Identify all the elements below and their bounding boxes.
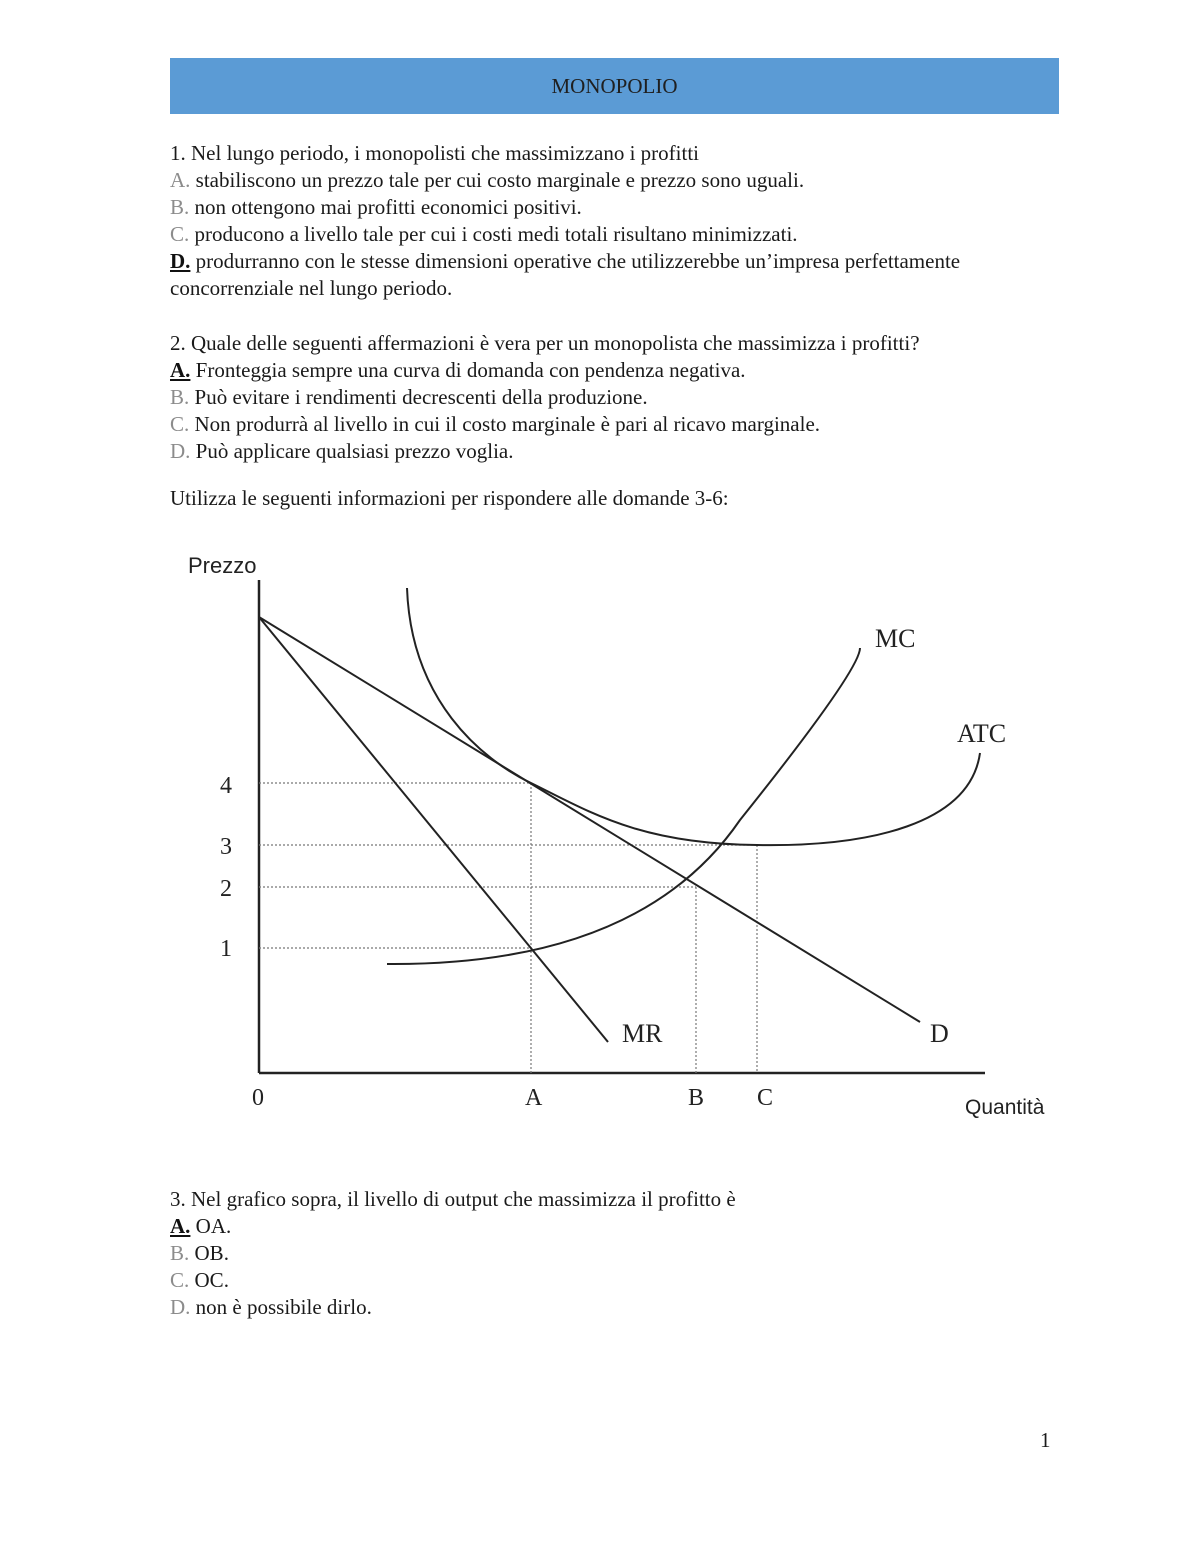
x-tick-a: A — [525, 1085, 543, 1111]
page-number: 1 — [1040, 1428, 1051, 1452]
option-letter: C. — [170, 222, 190, 246]
mr-curve — [259, 617, 608, 1042]
question-stem: 1. Nel lungo periodo, i monopolisti che massimizzano i profitti — [170, 141, 699, 165]
page-title: MONOPOLIO — [551, 73, 678, 98]
option-text: Può applicare qualsiasi prezzo voglia. — [190, 439, 514, 463]
option-letter: B. — [170, 385, 190, 409]
mc-curve — [387, 648, 860, 964]
option-a — [170, 357, 1070, 384]
option-b — [170, 384, 1070, 411]
x-tick-b: B — [688, 1085, 705, 1111]
mr-label: MR — [622, 1019, 663, 1048]
option-c — [170, 221, 1070, 248]
question-1 — [170, 140, 1070, 302]
option-letter-correct: A. — [170, 1214, 191, 1238]
option-text: produrranno con le stesse dimensioni operative che utilizzerebbe un’impresa perfettamente concorrenziale nel lungo periodo. — [170, 249, 961, 300]
question-2 — [170, 330, 1070, 465]
option-c — [170, 411, 1070, 438]
option-letter: C. — [170, 1268, 190, 1292]
demand-curve — [259, 617, 920, 1022]
option-text: Può evitare i rendimenti decrescenti della produzione. — [189, 385, 648, 409]
question-stem: 2. Quale delle seguenti affermazioni è vera per un monopolista che massimizza i profitti? — [170, 331, 920, 355]
monopoly-chart — [170, 540, 1070, 1130]
option-d — [170, 1294, 1070, 1321]
x-tick-c: C — [757, 1085, 774, 1111]
option-a — [170, 1213, 1070, 1240]
instruction — [170, 485, 1070, 512]
question-stem: 3. Nel grafico sopra, il livello di output che massimizza il profitto è — [170, 1187, 736, 1211]
option-text: stabiliscono un prezzo tale per cui costo marginale e prezzo sono uguali. — [190, 168, 805, 192]
d-label: D — [930, 1019, 949, 1048]
option-text: OB. — [189, 1241, 229, 1265]
title-banner — [170, 58, 1059, 114]
question-3 — [170, 1186, 1070, 1321]
option-letter-correct: A. — [170, 358, 191, 382]
option-text: producono a livello tale per cui i costi medi totali risultano minimizzati. — [189, 222, 798, 246]
option-b — [170, 194, 1070, 221]
option-b — [170, 1240, 1070, 1267]
option-a — [170, 167, 1070, 194]
instruction-text: Utilizza le seguenti informazioni per rispondere alle domande 3-6: — [170, 486, 729, 510]
option-text: Non produrrà al livello in cui il costo marginale è pari al ricavo marginale. — [189, 412, 821, 436]
y-tick-4: 4 — [220, 773, 232, 799]
option-text: non ottengono mai profitti economici positivi. — [189, 195, 582, 219]
option-letter: D. — [170, 1295, 191, 1319]
option-letter: B. — [170, 1241, 190, 1265]
option-text: non è possibile dirlo. — [190, 1295, 372, 1319]
origin-label: 0 — [252, 1085, 264, 1111]
mc-label: MC — [875, 624, 916, 653]
option-letter-correct: D. — [170, 249, 191, 273]
option-letter: C. — [170, 412, 190, 436]
option-text: OA. — [190, 1214, 232, 1238]
option-text: OC. — [189, 1268, 229, 1292]
option-letter: D. — [170, 439, 191, 463]
x-axis-label: Quantità — [965, 1096, 1045, 1119]
y-tick-2: 2 — [220, 876, 232, 902]
option-c — [170, 1267, 1070, 1294]
option-letter: A. — [170, 168, 191, 192]
option-text: Fronteggia sempre una curva di domanda con pendenza negativa. — [190, 358, 746, 382]
y-axis-label: Prezzo — [188, 553, 257, 578]
y-tick-3: 3 — [220, 834, 232, 860]
atc-label: ATC — [957, 719, 1007, 748]
option-d — [170, 248, 1065, 302]
option-d — [170, 438, 1070, 465]
option-letter: B. — [170, 195, 190, 219]
y-tick-1: 1 — [220, 936, 232, 962]
